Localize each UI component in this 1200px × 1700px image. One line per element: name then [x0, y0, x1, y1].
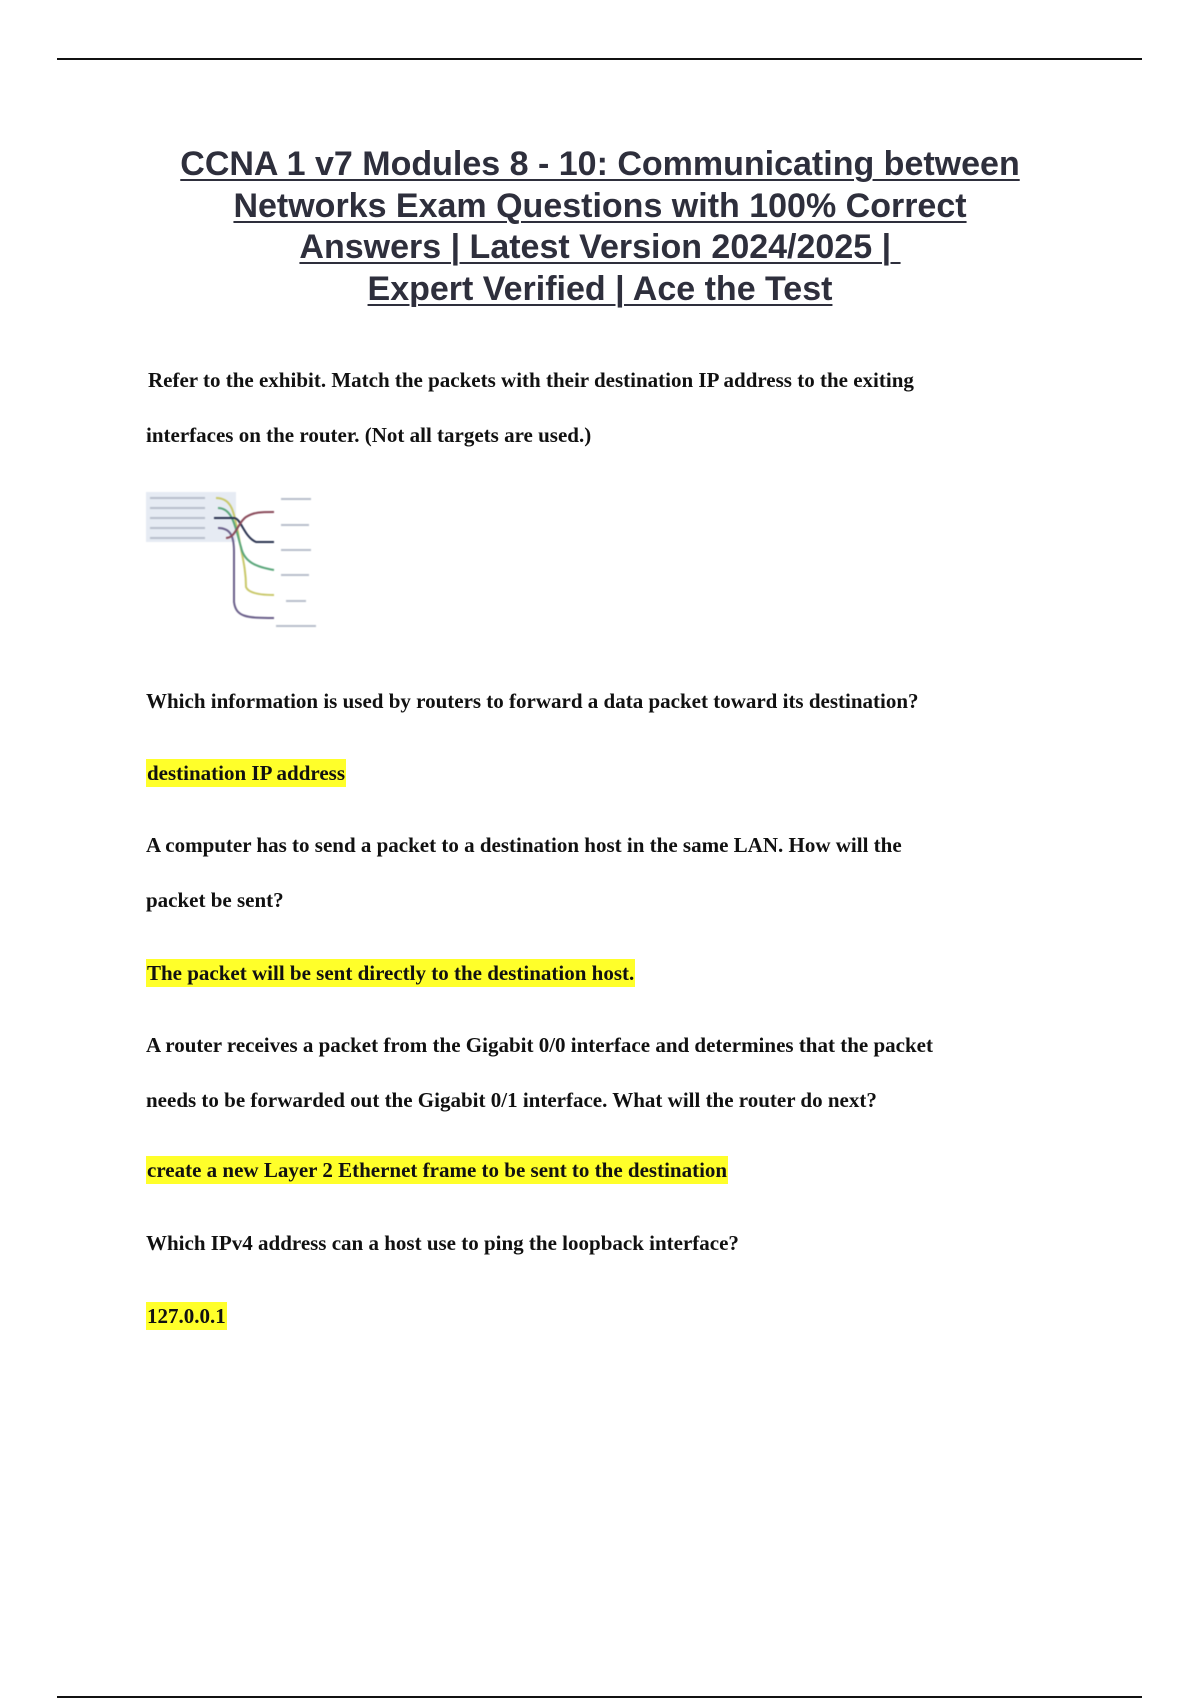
question-5: Which IPv4 address can a host use to ping the loopback interface? [146, 1231, 739, 1255]
question-1-line-1: Refer to the exhibit. Match the packets with their destination IP address to the exiting [148, 368, 914, 392]
answer-4: create a new Layer 2 Ethernet frame to be sent to the destination [147, 1158, 728, 1182]
question-3-line-1: A computer has to send a packet to a destination host in the same LAN. How will the [146, 833, 902, 857]
answer-5: 127.0.0.1 [147, 1304, 226, 1328]
title-line: Networks Exam Questions with 100% Correct [233, 186, 967, 225]
question-4-line-2: needs to be forwarded out the Gigabit 0/1 interface. What will the router do next? [146, 1088, 877, 1112]
question-1-line-2: interfaces on the router. (Not all targets are used.) [146, 423, 592, 447]
question-3-line-2: packet be sent? [146, 888, 284, 912]
answer-3: The packet will be sent directly to the destination host. [147, 961, 635, 985]
question-2: Which information is used by routers to forward a data packet toward its destination? [146, 689, 919, 713]
title-line: CCNA 1 v7 Modules 8 - 10: Communicating between [180, 145, 1020, 183]
document-title [100, 144, 1100, 310]
exhibit-image [146, 492, 330, 642]
top-rule [57, 58, 1142, 60]
question-4-line-1: A router receives a packet from the Gigabit 0/0 interface and determines that the packet [146, 1033, 933, 1057]
title-line: Expert Verified | Ace the Test [367, 269, 833, 308]
bottom-rule [57, 1696, 1142, 1698]
title-line: Answers | Latest Version 2024/2025 | [299, 228, 901, 266]
answer-2: destination IP address [147, 761, 345, 785]
